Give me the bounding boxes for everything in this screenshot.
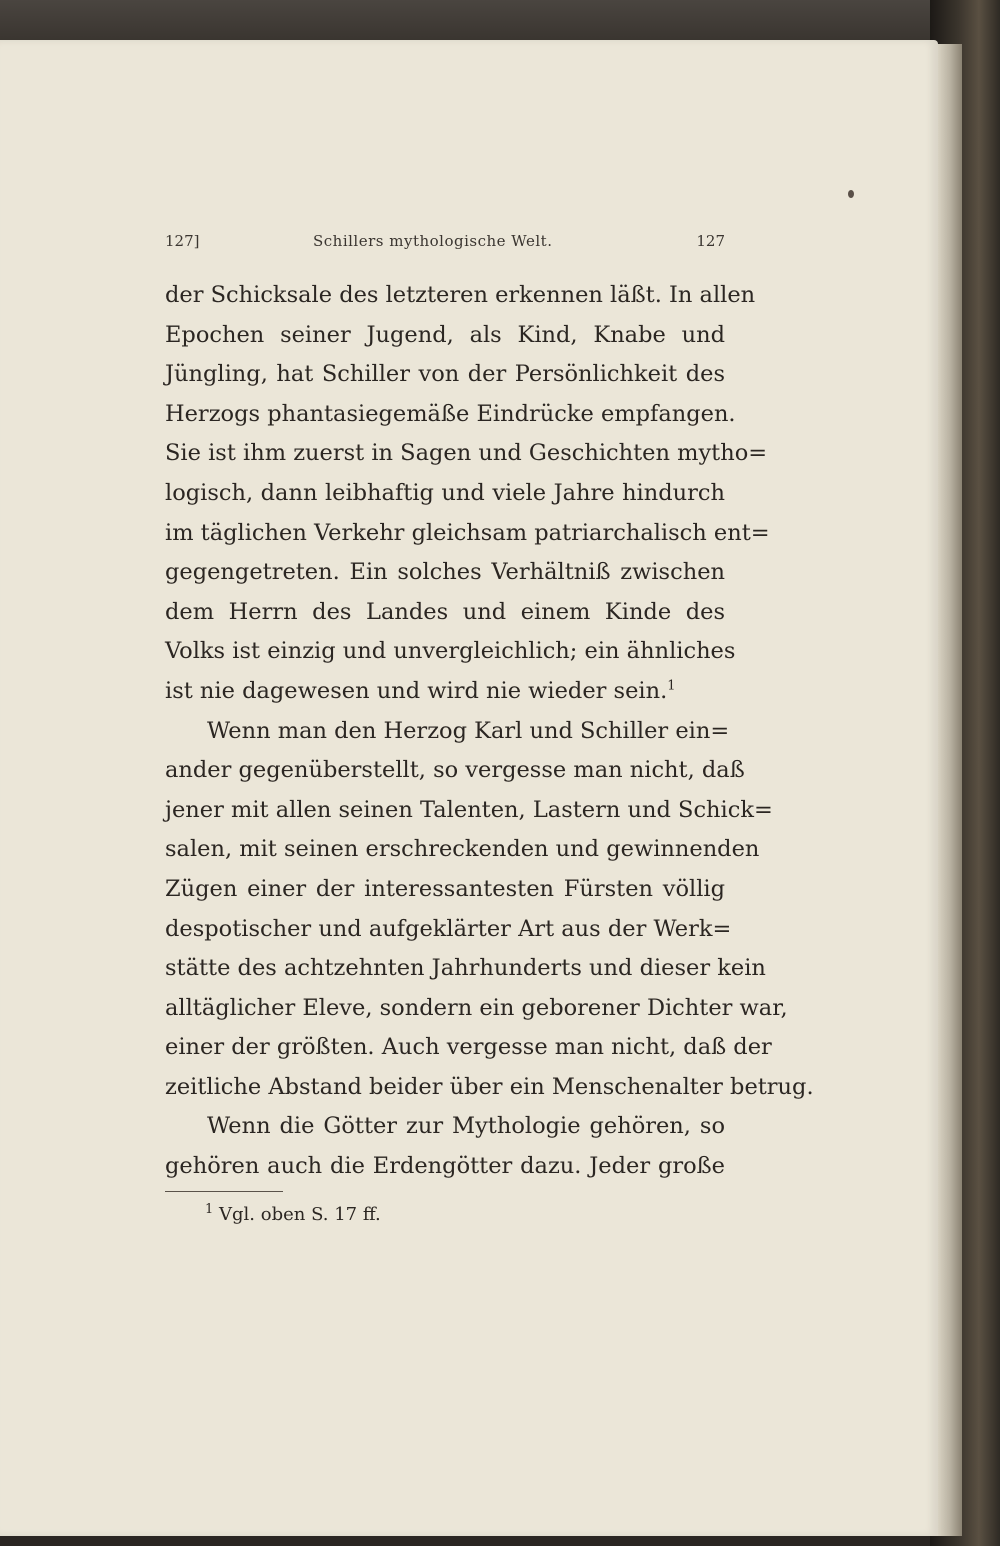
text-line: gegengetreten. Ein solches Verhältniß zwischen [165,559,725,586]
running-title: Schillers mythologische Welt. [313,232,553,250]
text-line: im täglichen Verkehr gleichsam patriarchalisch ent= [165,519,770,546]
text-line: jener mit allen seinen Talenten, Lastern und Schick= [165,796,773,823]
page-edge [938,44,962,1536]
text-line: gehören auch die Erdengötter dazu. Jeder große [165,1153,725,1180]
page-number-right: 127 [696,232,725,250]
text-line: logisch, dann leibhaftig und viele Jahre hindurch [165,479,725,506]
footnote-reference[interactable]: 1 [667,678,676,694]
line-text: ist nie dagewesen und wird nie wieder sein. [165,677,668,704]
text-line: stätte des achtzehnten Jahrhunderts und dieser kein [165,955,766,982]
text-line: Wenn man den Herzog Karl und Schiller ein= [207,717,730,744]
ink-spot [848,190,854,198]
text-line: Jüngling, hat Schiller von der Persönlichkeit des [165,361,725,388]
text-line: ander gegenüberstellt, so vergesse man nicht, daß [165,757,745,784]
text-line: Sie ist ihm zuerst in Sagen und Geschichten mytho= [165,440,768,467]
text-line [165,672,725,712]
text-line: zeitliche Abstand beider über ein Menschenalter betrug. [165,1073,814,1100]
running-header [165,232,725,254]
text-line: alltäglicher Eleve, sondern ein geborener Dichter war, [165,994,788,1021]
text-line: despotischer und aufgeklärter Art aus der Werk= [165,915,732,942]
text-line: Wenn die Götter zur Mythologie gehören, so [207,1113,725,1140]
footnote-divider [165,1191,283,1192]
text-line: Zügen einer der interessantesten Fürsten völlig [165,875,725,902]
text-line: Volks ist einzig und unvergleichlich; ein ähnliches [165,638,736,665]
text-line: Herzogs phantasiegemäße Eindrücke empfangen. [165,400,736,427]
page-number-left: 127] [165,232,200,250]
body-text [165,276,814,1187]
text-line: der Schicksale des letzteren erkennen läßt. In allen [165,282,756,308]
footnote-text: Vgl. oben S. 17 ff. [219,1204,381,1225]
footnote-marker: 1 [205,1202,214,1217]
footnote [205,1204,381,1225]
text-line: Epochen seiner Jugend, als Kind, Knabe und [165,321,725,348]
text-line: dem Herrn des Landes und einem Kinde des [165,598,725,625]
text-line: salen, mit seinen erschreckenden und gewinnenden [165,836,760,863]
text-line: einer der größten. Auch vergesse man nicht, daß der [165,1034,772,1061]
